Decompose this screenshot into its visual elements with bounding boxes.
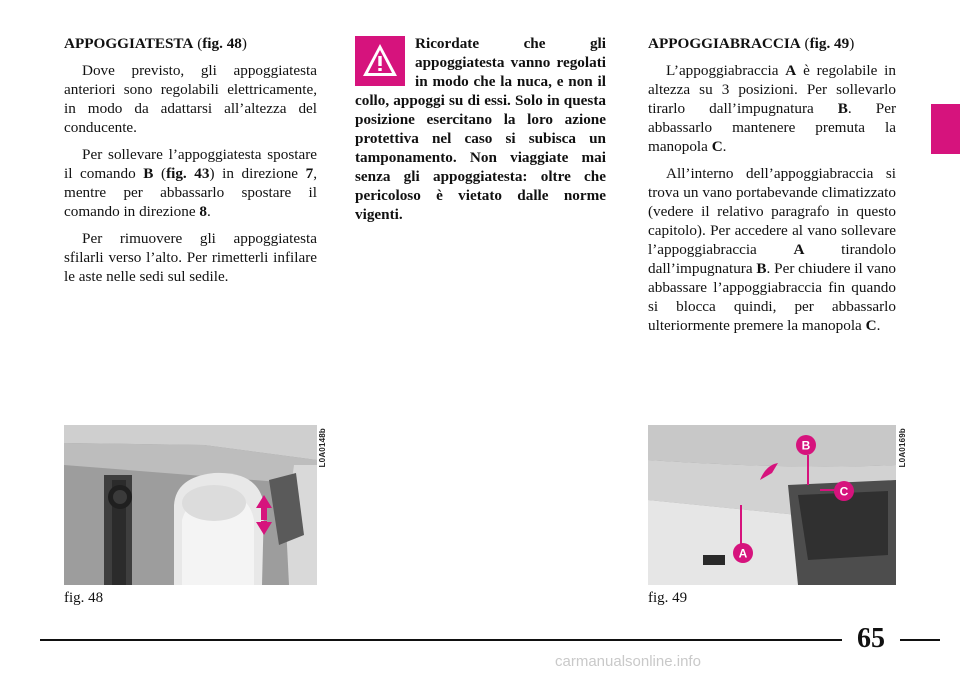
figure-headrest-photo: [64, 425, 317, 585]
page-number: 65: [857, 623, 885, 654]
section-heading-headrest: APPOGGIATESTA (fig. 48): [64, 35, 247, 52]
section-heading-armrest: APPOGGIABRACCIA (fig. 49): [648, 35, 855, 52]
figure-code: L0A0148b: [318, 428, 327, 468]
warning-block: [355, 34, 606, 224]
column-headrest: [64, 34, 317, 294]
watermark: carmanualsonline.info: [555, 653, 701, 670]
chapter-tab: [931, 104, 960, 154]
warning-text: Ricordate che gli appoggiatesta vanno regolati in modo che la nuca, e non il collo, appoggi su di essi. Solo in questa posizione esercitano la loro azione protettiva nel caso si subisca un tamponamento. Non viaggiate mai senza gli appoggiatesta: oltre che pericoloso è vietato dalle norme vigenti.: [355, 35, 606, 223]
column-armrest: [648, 34, 896, 343]
label-c: C: [839, 484, 849, 499]
figure-armrest-photo: [648, 425, 896, 585]
paragraph: All’interno dell’appoggiabraccia si trova un vano portabevande climatizzato (vedere il relativo paragrafo in questo capitolo). Per accedere al vano sollevare l’appoggiabraccia A tirandolo dall’impugnatura B. Per chiudere il vano abbassare l’appoggiabraccia fin quando si blocca quindi, per abbassarlo ulteriormente premere la manopola C.: [648, 165, 897, 334]
paragraph: Per sollevare l’appoggiatesta spostare il comando B (fig. 43) in direzione 7, mentre per abbassarlo spostare il comando in direzione 8.: [64, 146, 318, 220]
paragraph: Dove previsto, gli appoggiatesta anteriori sono regolabili elettricamente, in modo da adattarsi all’altezza del conducente.: [64, 62, 317, 136]
label-b: B: [801, 438, 811, 453]
footer-rule: [40, 639, 940, 641]
label-a: A: [738, 546, 748, 561]
warning-triangle-icon: [355, 36, 405, 86]
figure-caption: fig. 49: [648, 590, 688, 606]
figure-caption: fig. 48: [64, 590, 104, 606]
figure-code: L0A0169b: [898, 428, 907, 468]
paragraph: L’appoggiabraccia A è regolabile in altezza su 3 posizioni. Per sollevarlo tirarlo dall’impugnatura B. Per abbassarlo mantenere premuta la manopola C.: [648, 62, 897, 155]
paragraph: Per rimuovere gli appoggiatesta sfilarli verso l’alto. Per rimetterli infilare le aste nelle sedi sul sedile.: [64, 230, 317, 285]
